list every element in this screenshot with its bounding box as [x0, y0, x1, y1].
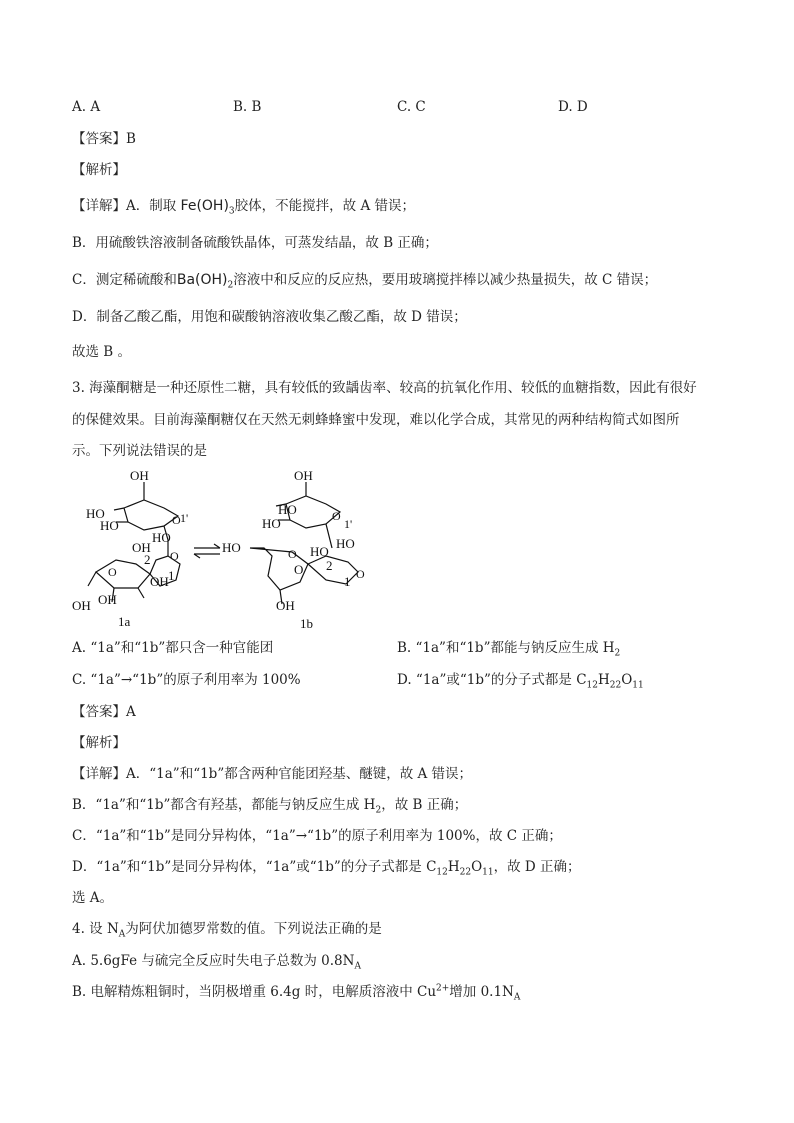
q3-option-d-sub-c: 12 [586, 680, 598, 691]
q4-option-b-mid: 增加 0.1N [449, 984, 514, 1000]
svg-text:HO: HO [262, 516, 281, 531]
svg-text:OH: OH [130, 468, 149, 483]
q3-option-c: C. “1a”→“1b”的原子利用率为 100% [72, 672, 301, 688]
q3-detail-d-suffix: ，故 D 正确； [493, 859, 581, 875]
q4-option-b-sub: A [513, 992, 521, 1003]
structure-label-1b: 1b [300, 616, 313, 631]
q3-option-d-h: H [597, 672, 610, 688]
svg-text:O: O [172, 513, 181, 527]
q3-stem-line-3: 示。下列说法错误的是 [72, 443, 207, 459]
svg-text:1: 1 [344, 574, 351, 589]
q3-stem-line-2: 的保健效果。目前海藻酮糖仅在天然无刺蜂蜂蜜中发现，难以化学合成，其常见的两种结构简式如图所 [72, 412, 680, 428]
q3-option-b-text: B. “1a”和“1b”都能与钠反应生成 H [397, 640, 615, 656]
svg-text:O: O [288, 547, 297, 561]
q3-detail-d [72, 857, 581, 877]
q4-option-a-sub: A [354, 961, 361, 972]
q2-detail-a [72, 196, 415, 216]
svg-text:1': 1' [344, 517, 353, 531]
q3-stem-line-1: 3. 海藻酮糖是一种还原性二糖，具有较低的致龋齿率、较高的抗氧化作用、较低的血糖指数，因此有很好 [72, 380, 697, 396]
q3-option-b [397, 638, 620, 658]
q3-detail-d-text: D．“1a”和“1b”是同分异构体，“1a”或“1b”的分子式都是 C [72, 859, 437, 875]
svg-text:OH: OH [150, 574, 169, 589]
q3-detail-d-sub-c: 12 [436, 867, 448, 878]
svg-text:HO: HO [100, 518, 119, 533]
svg-text:O: O [170, 549, 179, 563]
q2-detail-prefix: 【详解】A．制取 [72, 198, 181, 214]
q2-detail-b: B．用硫酸铁溶液制备硫酸铁晶体，可蒸发结晶，故 B 正确； [72, 235, 438, 251]
svg-text:HO: HO [152, 530, 171, 545]
svg-text:1: 1 [168, 568, 175, 583]
q4-stem [72, 919, 382, 939]
q3-conclusion: 选 A。 [72, 890, 114, 906]
svg-text:HO: HO [336, 536, 355, 551]
option-d: D. D [558, 99, 588, 115]
q3-detail-c: C．“1a”和“1b”是同分异构体，“1a”→“1b”的原子利用率为 100%，故 C 正确； [72, 828, 562, 844]
option-b: B. B [233, 99, 262, 115]
q4-option-b-sup: 2+ [436, 983, 450, 994]
q4-stem-suffix: 为阿伏加德罗常数的值。下列说法正确的是 [125, 921, 382, 937]
q3-detail-d-h: H [447, 859, 460, 875]
q2-detail-formula: Fe(OH) [180, 198, 229, 214]
option-a: A. A [72, 99, 101, 115]
svg-text:O: O [294, 562, 304, 577]
svg-text:O: O [356, 567, 365, 581]
q3-detail-d-sub-h: 22 [459, 867, 472, 878]
q2-conclusion: 故选 B 。 [72, 344, 132, 360]
svg-text:OH: OH [98, 592, 117, 607]
q3-option-d-text: D. “1a”或“1b”的分子式都是 C [397, 672, 587, 688]
option-c: C. C [397, 99, 426, 115]
q2-detail-c-prefix: C．测定稀硫酸和 [72, 272, 177, 288]
q4-option-b-text: B. 电解精炼粗铜时，当阴极增重 6.4g 时，电解质溶液中 Cu [72, 984, 437, 1000]
q4-option-a [72, 951, 361, 971]
q4-stem-sub: A [118, 929, 126, 940]
q4-option-b [72, 982, 520, 1002]
q3-analysis-heading: 【解析】 [72, 735, 126, 751]
q3-detail-d-o: O [471, 859, 483, 875]
svg-text:1': 1' [180, 511, 189, 525]
svg-text:OH: OH [132, 540, 151, 555]
q2-detail-suffix: 胶体，不能搅拌，故 A 错误； [234, 198, 415, 214]
svg-text:O: O [332, 509, 341, 523]
svg-text:HO: HO [278, 502, 297, 517]
q3-option-d [397, 670, 644, 690]
q2-detail-c [72, 270, 657, 290]
structure-label-1a: 1a [118, 614, 131, 629]
q3-option-d-sub-o: 11 [632, 680, 644, 691]
q2-detail-d: D．制备乙酸乙酯，用饱和碳酸钠溶液收集乙酸乙酯，故 D 错误； [72, 309, 467, 325]
svg-text:O: O [108, 565, 117, 579]
q3-detail-a: 【详解】A．“1a”和“1b”都含两种官能团羟基、醚键，故 A 错误； [72, 766, 473, 782]
q2-detail-c-formula: Ba(OH) [176, 272, 228, 288]
q3-option-d-o: O [621, 672, 633, 688]
q3-structure-diagram [64, 464, 394, 634]
svg-text:2: 2 [326, 558, 333, 573]
q2-detail-formula-sub: 3 [228, 206, 235, 217]
q2-detail-c-sub: 2 [227, 280, 234, 291]
q2-analysis-heading: 【解析】 [72, 162, 126, 178]
q3-detail-b-text: B．“1a”和“1b”都含有羟基，都能与钠反应生成 H [72, 797, 376, 813]
q4-stem-text: 4. 设 N [72, 921, 119, 937]
q3-detail-b-sub: 2 [375, 805, 382, 816]
q3-detail-b [72, 795, 467, 815]
q3-option-a: A. “1a”和“1b”都只含一种官能团 [72, 640, 274, 656]
svg-text:HO: HO [222, 540, 241, 555]
q3-answer: 【答案】A [72, 704, 136, 720]
svg-text:OH: OH [72, 598, 91, 613]
q3-option-b-sub: 2 [614, 648, 621, 659]
q2-answer: 【答案】B [72, 131, 136, 147]
q4-option-a-text: A. 5.6gFe 与硫完全反应时失电子总数为 0.8N [72, 953, 355, 969]
q3-detail-d-sub-o: 11 [482, 867, 494, 878]
svg-text:HO: HO [86, 506, 105, 521]
svg-text:OH: OH [294, 468, 313, 483]
q2-detail-c-suffix: 溶液中和反应的反应热，要用玻璃搅拌棒以减少热量损失，故 C 错误； [233, 272, 658, 288]
svg-text:2: 2 [144, 552, 151, 567]
q3-detail-b-suffix: ，故 B 正确； [381, 797, 468, 813]
q3-option-d-sub-h: 22 [609, 680, 622, 691]
svg-text:OH: OH [276, 598, 295, 613]
svg-text:HO: HO [310, 544, 329, 559]
